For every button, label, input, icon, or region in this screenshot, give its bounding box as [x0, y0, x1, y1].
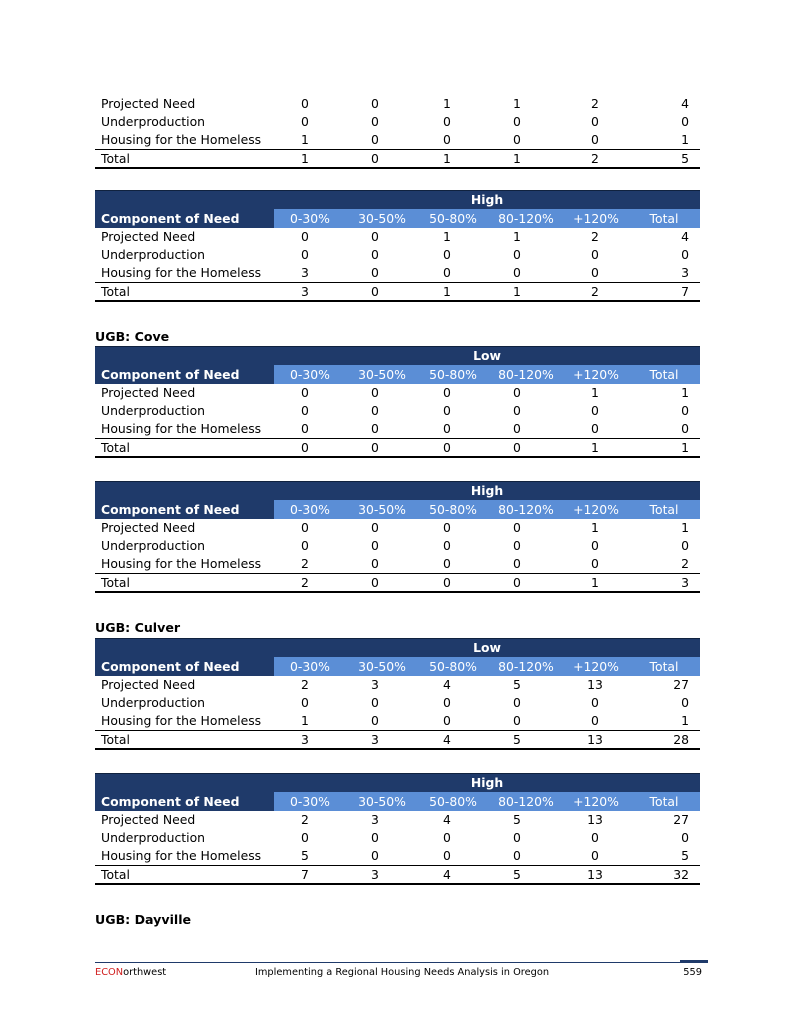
header-cell: Total — [649, 367, 679, 382]
row-label: Housing for the Homeless — [101, 421, 262, 436]
brand-rest: orthwest — [123, 967, 167, 978]
cell: 0 — [591, 114, 599, 129]
cell: 0 — [371, 96, 379, 111]
table-row — [95, 131, 700, 149]
header-component: Component of Need — [95, 500, 274, 519]
cell: 3 — [301, 284, 309, 299]
table-row — [95, 847, 700, 865]
header-columns — [274, 792, 700, 811]
cell: 0 — [371, 538, 379, 553]
cell: 1 — [681, 520, 689, 535]
header-cell: 0-30% — [290, 659, 330, 674]
cell: 0 — [681, 114, 689, 129]
cell: 0 — [301, 403, 309, 418]
row-label: Total — [101, 575, 130, 590]
cell: 1 — [443, 229, 451, 244]
cell: 0 — [513, 247, 521, 262]
header-columns — [274, 500, 700, 519]
header-cell: +120% — [573, 502, 619, 517]
header-cell: +120% — [573, 794, 619, 809]
cell: 3 — [681, 575, 689, 590]
table-row — [95, 228, 700, 246]
cell: 3 — [301, 732, 309, 747]
cell: 0 — [301, 440, 309, 455]
cell: 2 — [591, 229, 599, 244]
cell: 0 — [681, 247, 689, 262]
cell: 4 — [681, 229, 689, 244]
cell: 0 — [681, 403, 689, 418]
table-cove-low — [95, 346, 700, 458]
table-header — [95, 657, 700, 676]
cell: 1 — [513, 284, 521, 299]
row-label: Housing for the Homeless — [101, 132, 262, 147]
cell: 4 — [443, 812, 451, 827]
cell: 0 — [591, 848, 599, 863]
table-partial-continuation — [95, 95, 700, 169]
cell: 2 — [591, 151, 599, 166]
section-title-cove: UGB: Cove — [95, 329, 170, 344]
table-cove-high — [95, 481, 700, 593]
row-label: Projected Need — [101, 385, 196, 400]
cell: 1 — [681, 713, 689, 728]
table-row — [95, 420, 700, 438]
header-cell: 0-30% — [290, 794, 330, 809]
cell: 2 — [301, 812, 309, 827]
cell: 1 — [443, 284, 451, 299]
cell: 1 — [301, 151, 309, 166]
cell: 0 — [513, 385, 521, 400]
header-columns — [274, 365, 700, 384]
table-total-row — [95, 149, 700, 169]
cell: 3 — [371, 677, 379, 692]
cell: 2 — [591, 284, 599, 299]
row-label: Underproduction — [101, 114, 206, 129]
cell: 0 — [371, 403, 379, 418]
row-label: Projected Need — [101, 229, 196, 244]
cell: 0 — [513, 403, 521, 418]
cell: 3 — [301, 265, 309, 280]
cell: 1 — [591, 440, 599, 455]
cell: 0 — [301, 520, 309, 535]
cell: 0 — [301, 114, 309, 129]
row-label: Underproduction — [101, 403, 206, 418]
header-cell: Total — [649, 659, 679, 674]
footer-accent-rule — [680, 960, 708, 962]
header-cell: +120% — [573, 659, 619, 674]
header-cell: 80-120% — [498, 211, 554, 226]
cell: 0 — [371, 830, 379, 845]
cell: 2 — [591, 96, 599, 111]
cell: 0 — [301, 247, 309, 262]
header-cell: 50-80% — [429, 367, 477, 382]
row-label: Projected Need — [101, 677, 196, 692]
table-total-row — [95, 438, 700, 458]
cell: 0 — [591, 421, 599, 436]
table-band — [95, 638, 700, 657]
table-band — [95, 773, 700, 792]
row-label: Total — [101, 732, 130, 747]
footer-brand — [95, 967, 166, 978]
cell: 0 — [371, 265, 379, 280]
cell: 2 — [301, 677, 309, 692]
cell: 0 — [371, 132, 379, 147]
table-row — [95, 712, 700, 730]
table-total-row — [95, 282, 700, 302]
cell: 0 — [301, 229, 309, 244]
band-label: High — [470, 192, 504, 207]
cell: 0 — [591, 132, 599, 147]
table-row — [95, 555, 700, 573]
table-high-1 — [95, 190, 700, 302]
header-cell: 30-50% — [358, 794, 406, 809]
header-cell: 30-50% — [358, 211, 406, 226]
header-cell: +120% — [573, 211, 619, 226]
cell: 13 — [587, 732, 603, 747]
cell: 0 — [371, 151, 379, 166]
row-label: Housing for the Homeless — [101, 556, 262, 571]
table-culver-low — [95, 638, 700, 750]
cell: 1 — [301, 713, 309, 728]
cell: 0 — [591, 538, 599, 553]
cell: 1 — [513, 151, 521, 166]
cell: 0 — [443, 538, 451, 553]
section-title-culver: UGB: Culver — [95, 620, 181, 635]
cell: 0 — [443, 556, 451, 571]
header-cell: Total — [649, 211, 679, 226]
cell: 7 — [681, 284, 689, 299]
row-label: Total — [101, 867, 130, 882]
table-header — [95, 500, 700, 519]
header-cell: 50-80% — [429, 502, 477, 517]
cell: 32 — [673, 867, 689, 882]
row-label: Projected Need — [101, 812, 196, 827]
cell: 0 — [301, 830, 309, 845]
cell: 3 — [681, 265, 689, 280]
table-row — [95, 402, 700, 420]
cell: 3 — [371, 867, 379, 882]
cell: 0 — [443, 265, 451, 280]
cell: 4 — [443, 732, 451, 747]
band-label: Low — [473, 640, 501, 655]
cell: 4 — [443, 867, 451, 882]
header-cell: 50-80% — [429, 794, 477, 809]
band-label: Low — [473, 348, 501, 363]
cell: 2 — [681, 556, 689, 571]
header-cell: 30-50% — [358, 502, 406, 517]
header-cell: 0-30% — [290, 367, 330, 382]
table-culver-high — [95, 773, 700, 885]
table-row — [95, 829, 700, 847]
cell: 0 — [443, 132, 451, 147]
cell: 0 — [443, 385, 451, 400]
cell: 13 — [587, 812, 603, 827]
header-component: Component of Need — [95, 365, 274, 384]
header-cell: 0-30% — [290, 502, 330, 517]
cell: 0 — [443, 830, 451, 845]
table-row — [95, 519, 700, 537]
cell: 5 — [301, 848, 309, 863]
cell: 0 — [591, 830, 599, 845]
header-cell: 80-120% — [498, 367, 554, 382]
row-label: Housing for the Homeless — [101, 713, 262, 728]
cell: 1 — [591, 520, 599, 535]
cell: 0 — [591, 403, 599, 418]
cell: 1 — [513, 229, 521, 244]
cell: 1 — [443, 96, 451, 111]
row-label: Housing for the Homeless — [101, 265, 262, 280]
cell: 1 — [591, 385, 599, 400]
cell: 0 — [591, 713, 599, 728]
row-label: Underproduction — [101, 830, 206, 845]
cell: 0 — [371, 520, 379, 535]
cell: 1 — [513, 96, 521, 111]
cell: 5 — [681, 151, 689, 166]
cell: 0 — [513, 556, 521, 571]
cell: 0 — [443, 695, 451, 710]
cell: 0 — [591, 695, 599, 710]
cell: 0 — [513, 848, 521, 863]
cell: 0 — [301, 538, 309, 553]
header-cell: Total — [649, 502, 679, 517]
cell: 0 — [371, 229, 379, 244]
header-component: Component of Need — [95, 209, 274, 228]
cell: 1 — [301, 132, 309, 147]
cell: 0 — [371, 421, 379, 436]
cell: 0 — [513, 538, 521, 553]
table-row — [95, 537, 700, 555]
row-label: Projected Need — [101, 520, 196, 535]
header-cell: 30-50% — [358, 659, 406, 674]
cell: 2 — [301, 575, 309, 590]
cell: 5 — [513, 867, 521, 882]
cell: 0 — [513, 830, 521, 845]
cell: 0 — [681, 421, 689, 436]
cell: 0 — [513, 575, 521, 590]
cell: 0 — [371, 114, 379, 129]
cell: 1 — [681, 132, 689, 147]
header-columns — [274, 657, 700, 676]
cell: 0 — [371, 440, 379, 455]
row-label: Underproduction — [101, 538, 206, 553]
table-row — [95, 113, 700, 131]
table-total-row — [95, 573, 700, 593]
cell: 27 — [673, 677, 689, 692]
cell: 0 — [513, 520, 521, 535]
cell: 0 — [591, 556, 599, 571]
cell: 13 — [587, 867, 603, 882]
header-cell: 80-120% — [498, 659, 554, 674]
header-cell: 50-80% — [429, 659, 477, 674]
cell: 0 — [301, 421, 309, 436]
cell: 5 — [513, 677, 521, 692]
cell: 1 — [591, 575, 599, 590]
cell: 0 — [443, 421, 451, 436]
header-component: Component of Need — [95, 657, 274, 676]
cell: 0 — [443, 520, 451, 535]
row-label: Projected Need — [101, 96, 196, 111]
brand-econ: ECON — [95, 967, 124, 978]
table-row — [95, 264, 700, 282]
cell: 0 — [681, 695, 689, 710]
cell: 1 — [681, 385, 689, 400]
table-row — [95, 384, 700, 402]
cell: 3 — [371, 812, 379, 827]
cell: 4 — [681, 96, 689, 111]
cell: 0 — [443, 848, 451, 863]
table-band — [95, 346, 700, 365]
cell: 0 — [513, 265, 521, 280]
table-band — [95, 481, 700, 500]
cell: 7 — [301, 867, 309, 882]
header-cell: 50-80% — [429, 211, 477, 226]
cell: 0 — [513, 421, 521, 436]
row-label: Total — [101, 151, 130, 166]
cell: 0 — [371, 695, 379, 710]
row-label: Underproduction — [101, 695, 206, 710]
header-cell: 80-120% — [498, 502, 554, 517]
header-cell: Total — [649, 794, 679, 809]
table-row — [95, 95, 700, 113]
header-cell: +120% — [573, 367, 619, 382]
cell: 0 — [681, 538, 689, 553]
band-label: High — [470, 775, 504, 790]
cell: 0 — [443, 114, 451, 129]
table-row — [95, 694, 700, 712]
header-cell: 80-120% — [498, 794, 554, 809]
table-row — [95, 811, 700, 829]
table-row — [95, 676, 700, 694]
cell: 5 — [513, 812, 521, 827]
cell: 0 — [513, 713, 521, 728]
cell: 0 — [371, 575, 379, 590]
table-header — [95, 792, 700, 811]
row-label: Housing for the Homeless — [101, 848, 262, 863]
cell: 0 — [371, 713, 379, 728]
cell: 0 — [301, 385, 309, 400]
cell: 0 — [513, 132, 521, 147]
cell: 0 — [443, 713, 451, 728]
header-component: Component of Need — [95, 792, 274, 811]
cell: 1 — [443, 151, 451, 166]
table-total-row — [95, 730, 700, 750]
cell: 0 — [513, 695, 521, 710]
cell: 13 — [587, 677, 603, 692]
header-cell: 0-30% — [290, 211, 330, 226]
page-footer — [95, 962, 708, 983]
cell: 5 — [681, 848, 689, 863]
cell: 1 — [681, 440, 689, 455]
table-total-row — [95, 865, 700, 885]
page-number: 559 — [683, 967, 702, 978]
row-label: Underproduction — [101, 247, 206, 262]
cell: 0 — [681, 830, 689, 845]
section-title-dayville: UGB: Dayville — [95, 912, 192, 927]
cell: 0 — [443, 247, 451, 262]
cell: 0 — [371, 385, 379, 400]
table-header — [95, 365, 700, 384]
row-label: Total — [101, 284, 130, 299]
table-row — [95, 246, 700, 264]
band-label: High — [470, 483, 504, 498]
header-columns — [274, 209, 700, 228]
footer-document-title: Implementing a Regional Housing Needs Analysis in Oregon — [255, 967, 550, 978]
cell: 4 — [443, 677, 451, 692]
row-label: Total — [101, 440, 130, 455]
table-header — [95, 209, 700, 228]
cell: 0 — [371, 284, 379, 299]
cell: 0 — [371, 556, 379, 571]
cell: 0 — [371, 848, 379, 863]
cell: 0 — [513, 114, 521, 129]
header-cell: 30-50% — [358, 367, 406, 382]
cell: 0 — [591, 265, 599, 280]
cell: 0 — [513, 440, 521, 455]
cell: 27 — [673, 812, 689, 827]
cell: 3 — [371, 732, 379, 747]
cell: 0 — [443, 440, 451, 455]
cell: 0 — [443, 575, 451, 590]
cell: 0 — [301, 695, 309, 710]
cell: 0 — [371, 247, 379, 262]
cell: 2 — [301, 556, 309, 571]
cell: 0 — [301, 96, 309, 111]
cell: 0 — [591, 247, 599, 262]
table-band — [95, 190, 700, 209]
cell: 0 — [443, 403, 451, 418]
cell: 5 — [513, 732, 521, 747]
cell: 28 — [673, 732, 689, 747]
